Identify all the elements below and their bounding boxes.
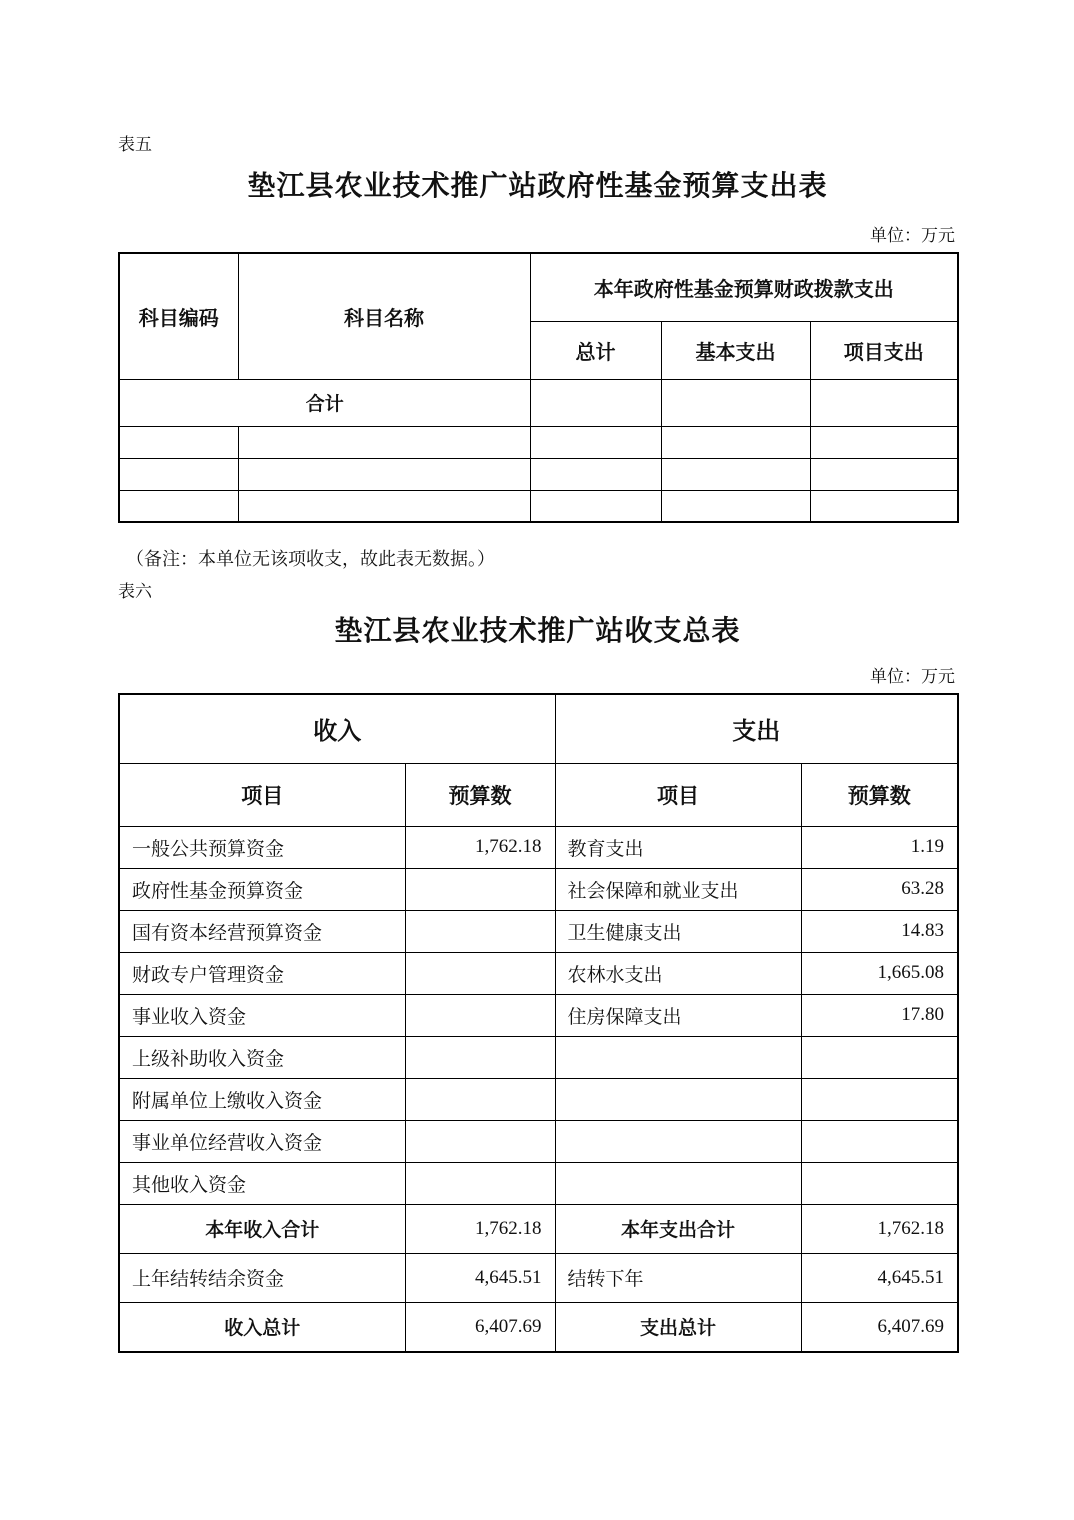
table5-note: （备注：本单位无该项收支，故此表无数据。） xyxy=(126,549,495,569)
carryover-income-value: 4,645.51 xyxy=(405,1253,555,1302)
project-expenditure-header: 项目支出 xyxy=(810,321,958,379)
expense-item-cell xyxy=(555,1162,801,1204)
empty-cell xyxy=(661,426,810,458)
total-row-label: 合计 xyxy=(119,379,530,426)
income-item-cell: 财政专户管理资金 xyxy=(119,952,405,994)
empty-cell xyxy=(810,490,958,522)
expense-budget-cell xyxy=(801,1078,958,1120)
current-year-income-total-value: 1,762.18 xyxy=(405,1204,555,1253)
empty-cell xyxy=(119,458,238,490)
table5-empty-row xyxy=(119,490,958,522)
subject-code-header: 科目编码 xyxy=(119,253,238,379)
table-row xyxy=(119,952,958,994)
income-item-cell: 政府性基金预算资金 xyxy=(119,868,405,910)
carryover-expense-value: 4,645.51 xyxy=(801,1253,958,1302)
expense-item-cell xyxy=(555,1036,801,1078)
empty-cell xyxy=(810,426,958,458)
empty-cell xyxy=(661,490,810,522)
expense-item-cell: 教育支出 xyxy=(555,826,801,868)
income-item-cell: 事业单位经营收入资金 xyxy=(119,1120,405,1162)
income-budget-cell: 1,762.18 xyxy=(405,826,555,868)
current-year-expense-total-label: 本年支出合计 xyxy=(555,1204,801,1253)
expense-budget-cell xyxy=(801,1120,958,1162)
table6-tag: 表六 xyxy=(118,582,152,601)
table-row xyxy=(119,994,958,1036)
expense-budget-cell xyxy=(801,1036,958,1078)
table5-tag: 表五 xyxy=(118,135,152,154)
total-row-project-cell xyxy=(810,379,958,426)
table-row xyxy=(119,910,958,952)
income-item-cell: 事业收入资金 xyxy=(119,994,405,1036)
income-budget-cell xyxy=(405,868,555,910)
expense-item-cell: 社会保障和就业支出 xyxy=(555,868,801,910)
empty-cell xyxy=(661,458,810,490)
table-row xyxy=(119,1036,958,1078)
expense-budget-cell: 1.19 xyxy=(801,826,958,868)
income-budget-cell xyxy=(405,910,555,952)
fund-budget-expenditure-table xyxy=(118,252,959,523)
expense-item-header: 项目 xyxy=(555,763,801,826)
empty-cell xyxy=(119,490,238,522)
carryover-row xyxy=(119,1253,958,1302)
total-header: 总计 xyxy=(530,321,661,379)
income-budget-cell xyxy=(405,994,555,1036)
table6-header-row-1 xyxy=(119,694,958,763)
table-row xyxy=(119,826,958,868)
income-section-header: 收入 xyxy=(119,694,555,763)
empty-cell xyxy=(238,426,530,458)
expense-item-cell: 住房保障支出 xyxy=(555,994,801,1036)
total-row-basic-cell xyxy=(661,379,810,426)
table5-unit-label: 单位：万元 xyxy=(870,226,955,245)
table6-unit-label: 单位：万元 xyxy=(870,667,955,686)
expense-budget-cell: 17.80 xyxy=(801,994,958,1036)
expense-budget-cell: 1,665.08 xyxy=(801,952,958,994)
grand-total-expense-value: 6,407.69 xyxy=(801,1302,958,1352)
income-budget-cell xyxy=(405,1162,555,1204)
table5-empty-row xyxy=(119,458,958,490)
empty-cell xyxy=(119,426,238,458)
basic-expenditure-header: 基本支出 xyxy=(661,321,810,379)
expense-item-cell xyxy=(555,1078,801,1120)
expense-budget-cell xyxy=(801,1162,958,1204)
income-item-cell: 上级补助收入资金 xyxy=(119,1036,405,1078)
empty-cell xyxy=(238,490,530,522)
income-item-cell: 其他收入资金 xyxy=(119,1162,405,1204)
grand-total-row xyxy=(119,1302,958,1352)
table6-header-row-2 xyxy=(119,763,958,826)
expense-section-header: 支出 xyxy=(555,694,958,763)
expense-budget-cell: 63.28 xyxy=(801,868,958,910)
table-row xyxy=(119,1078,958,1120)
table5-empty-row xyxy=(119,426,958,458)
total-row-total-cell xyxy=(530,379,661,426)
income-item-header: 项目 xyxy=(119,763,405,826)
subject-name-header: 科目名称 xyxy=(238,253,530,379)
carryover-income-label: 上年结转结余资金 xyxy=(119,1253,405,1302)
empty-cell xyxy=(810,458,958,490)
income-item-cell: 一般公共预算资金 xyxy=(119,826,405,868)
empty-cell xyxy=(530,458,661,490)
expense-budget-header: 预算数 xyxy=(801,763,958,826)
current-year-total-row xyxy=(119,1204,958,1253)
table-row xyxy=(119,1120,958,1162)
income-item-cell: 附属单位上缴收入资金 xyxy=(119,1078,405,1120)
income-expenditure-summary-table xyxy=(118,693,959,1353)
carryover-expense-label: 结转下年 xyxy=(555,1253,801,1302)
table-row xyxy=(119,868,958,910)
current-year-income-total-label: 本年收入合计 xyxy=(119,1204,405,1253)
table6-title: 垫江县农业技术推广站收支总表 xyxy=(334,616,741,647)
income-budget-cell xyxy=(405,1036,555,1078)
grand-total-expense-label: 支出总计 xyxy=(555,1302,801,1352)
table5-total-row xyxy=(119,379,958,426)
grand-total-income-label: 收入总计 xyxy=(119,1302,405,1352)
table5-title: 垫江县农业技术推广站政府性基金预算支出表 xyxy=(247,171,828,202)
income-budget-cell xyxy=(405,952,555,994)
fund-appropriation-group-header: 本年政府性基金预算财政拨款支出 xyxy=(530,253,958,321)
income-budget-cell xyxy=(405,1078,555,1120)
table-row xyxy=(119,1162,958,1204)
page-content xyxy=(118,0,957,1353)
expense-item-cell xyxy=(555,1120,801,1162)
table5-header-row-1 xyxy=(119,253,958,321)
empty-cell xyxy=(238,458,530,490)
income-budget-cell xyxy=(405,1120,555,1162)
income-budget-header: 预算数 xyxy=(405,763,555,826)
expense-budget-cell: 14.83 xyxy=(801,910,958,952)
expense-item-cell: 农林水支出 xyxy=(555,952,801,994)
expense-item-cell: 卫生健康支出 xyxy=(555,910,801,952)
current-year-expense-total-value: 1,762.18 xyxy=(801,1204,958,1253)
empty-cell xyxy=(530,490,661,522)
income-item-cell: 国有资本经营预算资金 xyxy=(119,910,405,952)
grand-total-income-value: 6,407.69 xyxy=(405,1302,555,1352)
empty-cell xyxy=(530,426,661,458)
